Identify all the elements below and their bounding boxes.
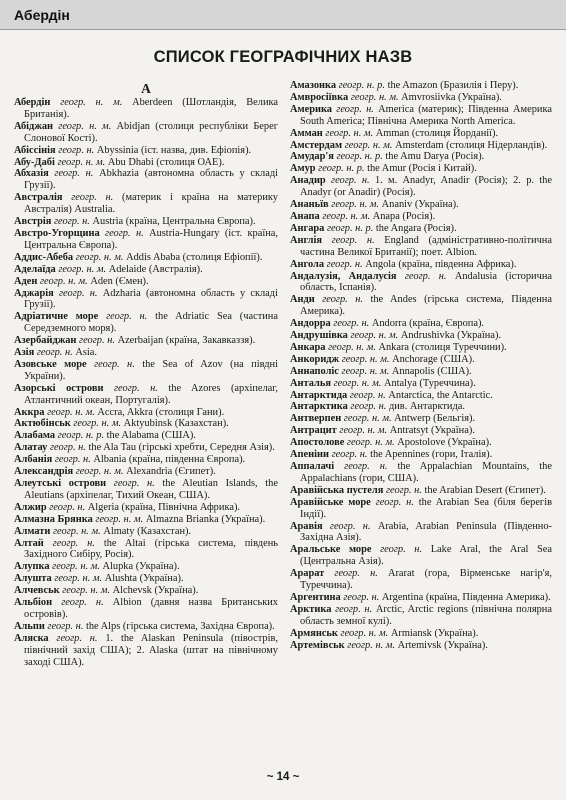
- entry-grammar: геогр. н.: [49, 501, 86, 513]
- entry-grammar: геогр. н. м.: [341, 365, 390, 377]
- dictionary-entry: [290, 175, 552, 199]
- entry-headword: Андорра: [290, 318, 331, 330]
- entry-headword: Антрацит: [290, 425, 337, 437]
- entry-headword: Антверпен: [290, 413, 342, 425]
- entry-definition: England (адміністративно-політична частина Великої Британії); поет. Albion.: [300, 234, 552, 258]
- entry-definition: Arctic, Arctic regions (північна полярна область земної кулі).: [300, 603, 552, 627]
- dictionary-entry: [14, 168, 278, 192]
- entry-headword: Анталья: [290, 377, 331, 389]
- dictionary-entry: [290, 390, 552, 402]
- dictionary-entry: [290, 271, 552, 295]
- entry-grammar: геогр. н.: [113, 478, 155, 489]
- entry-grammar: геогр. н.: [326, 258, 363, 270]
- entry-grammar: геогр. н. м.: [344, 139, 393, 151]
- entry-headword: Алабама: [14, 430, 56, 442]
- entry-headword: Амвросіївка: [290, 91, 349, 103]
- entry-definition: Asia.: [75, 347, 97, 359]
- entry-headword: Алчевськ: [14, 585, 60, 597]
- dictionary-entry: [14, 502, 278, 514]
- dictionary-entry: [290, 151, 552, 163]
- dictionary-entry: [14, 228, 278, 252]
- entry-grammar: геогр. н.: [94, 358, 135, 370]
- entry-grammar: геогр. н.: [380, 544, 423, 556]
- entry-definition: Andrushivka (Україна).: [400, 330, 502, 342]
- entry-definition: Adelaide (Австралія).: [108, 263, 203, 275]
- dictionary-entry: [290, 104, 552, 128]
- entry-headword: Аравійська пустеля: [290, 484, 384, 496]
- entry-grammar: геогр. н.: [336, 103, 374, 115]
- entry-headword: Альпи: [14, 620, 45, 632]
- entry-grammar: геогр. н.: [375, 496, 414, 508]
- entry-definition: Austria-Hungary (іст. країна, Центральна Європа).: [24, 227, 278, 251]
- entry-headword: Актюбінськ: [14, 418, 71, 430]
- entry-headword: Адріатичне море: [14, 311, 99, 323]
- entry-headword: Аравійське море: [290, 496, 371, 508]
- entry-headword: Англія: [290, 234, 323, 246]
- entry-headword: Аннаполіс: [290, 365, 339, 377]
- entry-headword: Анадир: [290, 175, 326, 187]
- entry-grammar: геогр. н.: [105, 227, 144, 239]
- entry-headword: Азовське море: [14, 358, 87, 370]
- dictionary-entry: [290, 318, 552, 330]
- dictionary-entry: [14, 454, 278, 466]
- entry-headword: Ангара: [290, 222, 325, 234]
- dictionary-entry: [14, 418, 278, 430]
- entry-headword: Аляска: [14, 632, 49, 644]
- entry-headword: Алупка: [14, 561, 50, 573]
- entry-grammar: геогр. н. м.: [54, 573, 103, 585]
- entry-definition: Andalusia (історична область, Іспанія).: [300, 270, 552, 294]
- entry-definition: the Arabian Desert (Єгипет).: [424, 484, 546, 496]
- entry-headword: Абхазія: [14, 168, 49, 180]
- entry-definition: the Angara (Росія).: [375, 222, 457, 234]
- dictionary-entry: [290, 592, 552, 604]
- entry-grammar: геогр. н.: [333, 318, 370, 330]
- dictionary-entry: [290, 354, 552, 366]
- entry-definition: Algeria (країна, Північна Африка).: [87, 501, 241, 513]
- dictionary-entry: [14, 621, 278, 633]
- entry-definition: Amsterdam (столиця Нідерландів).: [395, 139, 548, 151]
- entry-headword: Артемівськ: [290, 639, 345, 651]
- entry-grammar: геогр. н. р.: [327, 222, 374, 234]
- entry-headword: Апостолове: [290, 437, 345, 449]
- entry-definition: 1. м. Anadyr, Anadir (Росія); 2. р. the Anadyr (or Anadir) (Росія).: [300, 175, 552, 199]
- entry-grammar: геогр. н.: [54, 168, 94, 180]
- entry-headword: Андрушівка: [290, 330, 348, 342]
- entry-definition: Argentina (країна, Південна Америка).: [381, 591, 551, 603]
- entry-grammar: геогр. н. м.: [343, 413, 392, 425]
- entry-headword: Азербайджан: [14, 335, 77, 347]
- entry-grammar: геогр. н. м.: [75, 251, 124, 263]
- letter-heading: А: [141, 81, 151, 96]
- entry-definition: Alexandria (Єгипет).: [126, 466, 216, 478]
- dictionary-entry: [14, 597, 278, 621]
- entry-grammar: геогр. н.: [36, 347, 73, 359]
- entry-grammar: геогр. н. м.: [333, 377, 382, 389]
- dictionary-entry: [14, 573, 278, 585]
- dictionary-entry: [290, 461, 552, 485]
- entry-headword: Америка: [290, 103, 332, 115]
- entry-grammar: геогр. н. м.: [58, 120, 112, 132]
- dictionary-entry: [290, 80, 552, 92]
- entry-headword: Алмати: [14, 525, 51, 537]
- entry-definition: Almazna Brianka (Україна).: [145, 513, 266, 525]
- entry-definition: Andorra (країна, Європа).: [371, 318, 485, 330]
- entry-grammar: геогр. н. р.: [57, 430, 105, 442]
- dictionary-entry: [14, 466, 278, 478]
- entry-grammar: геогр. н. м.: [346, 437, 395, 449]
- entry-definition: Aktyubinsk (Казахстан).: [123, 418, 229, 430]
- entry-definition: Aberdeen (Шотландія, Велика Британія).: [24, 97, 278, 120]
- entry-definition: the Amur (Росія і Китай).: [367, 163, 477, 175]
- entry-grammar: геогр. н. м.: [62, 585, 110, 597]
- entry-definition: Alchevsk (Україна).: [112, 585, 199, 597]
- left-entry-list: [14, 97, 278, 669]
- dictionary-entry: [290, 604, 552, 628]
- entry-definition: Aden (Ємен).: [90, 275, 149, 287]
- entry-definition: the Aleutian Islands, the Aleutians (архіпелаг, Тихий Океан, США).: [24, 478, 278, 501]
- dictionary-entry: [290, 485, 552, 497]
- dictionary-entry: [290, 544, 552, 568]
- entry-grammar: геогр. н. м.: [39, 275, 88, 287]
- entry-headword: Австрія: [14, 216, 52, 228]
- entry-definition: America (материк); Південна Америка South America; Північна Америка North America.: [300, 103, 552, 127]
- entry-definition: Anapa (Росія).: [372, 210, 436, 222]
- dictionary-entry: [290, 425, 552, 437]
- entry-definition: Artemivsk (Україна).: [397, 639, 488, 651]
- entry-definition: the Altai (гірська система, південь Західного Сибіру, Росія).: [24, 537, 278, 561]
- entry-headword: Амур: [290, 163, 316, 175]
- entry-headword: Аджарія: [14, 287, 54, 299]
- entry-grammar: геогр. н.: [349, 389, 386, 401]
- entry-grammar: геогр. н.: [329, 520, 371, 532]
- entry-headword: Аккра: [14, 406, 45, 418]
- entry-grammar: геогр. н. м.: [341, 353, 390, 365]
- entry-definition: Azerbaijan (країна, Закавказзя).: [117, 335, 256, 347]
- entry-grammar: геогр. н. р.: [318, 163, 365, 175]
- entry-headword: Абу-Дабі: [14, 156, 55, 168]
- entry-definition: the Alps (гірська система, Західна Європа).: [85, 620, 275, 632]
- entry-definition: Alupka (Україна).: [102, 561, 180, 573]
- entry-definition: Albania (країна, південна Європа).: [93, 454, 246, 466]
- dictionary-entry: [290, 163, 552, 175]
- entry-grammar: геогр. н. м.: [73, 418, 122, 430]
- entry-headword: Амудар'я: [290, 151, 334, 163]
- entry-headword: Алмазна Брянка: [14, 513, 93, 525]
- entry-definition: Abidjan (столиця республіки Берег Слонової Кості).: [24, 120, 278, 144]
- dictionary-entry: [290, 140, 552, 152]
- page-number: ~ 14 ~: [266, 771, 300, 783]
- entry-headword: Анкоридж: [290, 353, 340, 365]
- entry-grammar: геогр. н.: [53, 216, 90, 228]
- entry-grammar: геогр. н. м.: [58, 263, 107, 275]
- dictionary-entry: [290, 259, 552, 271]
- entry-definition: Abu Dhabi (столиця ОАЕ).: [107, 156, 225, 168]
- dictionary-entry: [14, 216, 278, 228]
- entry-definition: the Appalachian Mountains, the Appalachians (гори, США).: [300, 461, 552, 484]
- entry-definition: Abkhazia (автономна область у складі Грузії).: [24, 168, 278, 192]
- dictionary-entry: [14, 121, 278, 145]
- dictionary-entry: [14, 145, 278, 157]
- entry-grammar: геогр. н. м.: [52, 525, 101, 537]
- dictionary-entry: [290, 342, 552, 354]
- dictionary-entry: [14, 585, 278, 597]
- entry-grammar: геогр. н. м.: [350, 330, 399, 342]
- dictionary-entry: [290, 223, 552, 235]
- entry-definition: the Sea of Azov (на півдні України).: [24, 358, 278, 382]
- entry-grammar: геогр. н.: [61, 597, 104, 609]
- entry-grammar: геогр. н. м.: [339, 425, 388, 437]
- entry-definition: the Adriatic Sea (частина Середземного моря).: [24, 311, 278, 335]
- dictionary-entry: [14, 157, 278, 169]
- entry-grammar: геогр. н.: [331, 449, 368, 461]
- entry-grammar: геогр. н.: [58, 287, 98, 299]
- entry-headword: Азія: [14, 347, 35, 359]
- entry-grammar: геогр. н.: [54, 454, 91, 466]
- dictionary-entry: [14, 252, 278, 264]
- entry-definition: Apostolove (Україна).: [397, 437, 492, 449]
- entry-definition: Antarctica, the Antarctic.: [388, 389, 493, 401]
- right-column: [290, 80, 552, 760]
- entry-headword: Альбіон: [14, 597, 53, 609]
- dictionary-entry: [290, 378, 552, 390]
- dictionary-entry: [14, 442, 278, 454]
- dictionary-entry: [14, 311, 278, 335]
- entry-headword: Алеутські острови: [14, 478, 107, 489]
- dictionary-entry: [14, 430, 278, 442]
- entry-grammar: геогр. н.: [343, 591, 380, 603]
- dictionary-entry: [290, 366, 552, 378]
- entry-definition: Antratsyt (Україна).: [389, 425, 475, 437]
- entry-headword: Аппалачі: [290, 461, 335, 472]
- entry-headword: Аддис-Абеба: [14, 251, 74, 263]
- entry-grammar: геогр. н.: [71, 192, 114, 204]
- dictionary-entry: [290, 211, 552, 223]
- entry-definition: див. Антарктида.: [388, 401, 465, 413]
- entry-grammar: геогр. н. м.: [347, 639, 396, 651]
- entry-definition: (материк і країна на материку Австралія) Australia.: [24, 192, 278, 216]
- entry-definition: Annapolis (США).: [391, 365, 472, 377]
- dictionary-entry: [14, 97, 278, 121]
- dictionary-entry: [290, 568, 552, 592]
- entry-headword: Ангола: [290, 258, 325, 270]
- entry-headword: Андалузія, Андалусія: [290, 270, 397, 282]
- entry-grammar: геогр. н.: [47, 620, 84, 632]
- entry-grammar: геогр. н. м.: [350, 91, 399, 103]
- entry-headword: Анкара: [290, 341, 326, 353]
- entry-definition: Accra, Akkra (столиця Гани).: [97, 406, 225, 418]
- entry-definition: Lake Aral, the Aral Sea (Центральна Азія).: [300, 544, 552, 568]
- entry-headword: Амазонка: [290, 80, 337, 91]
- entry-headword: Абіссінія: [14, 144, 56, 156]
- entry-grammar: геогр. н.: [113, 382, 158, 394]
- dictionary-entry: [290, 628, 552, 640]
- dictionary-entry: [290, 401, 552, 413]
- entry-grammar: геогр. н.: [52, 537, 95, 549]
- entry-definition: Adzharia (автономна область у складі Грузії).: [24, 287, 278, 311]
- entry-definition: 1. the Alaskan Peninsula (півострів, північний захід США); 2. Alaska (штат на північному заході США).: [24, 632, 278, 668]
- dictionary-entry: [14, 288, 278, 312]
- dictionary-entry: [14, 407, 278, 419]
- entry-definition: the Andes (гірська система, Південна Америка).: [300, 294, 552, 318]
- dictionary-entry: [14, 514, 278, 526]
- entry-grammar: геогр. н.: [58, 144, 95, 156]
- entry-headword: Арктика: [290, 603, 332, 615]
- right-entry-list: [290, 80, 552, 652]
- entry-grammar: геогр. н. м.: [52, 561, 100, 573]
- dictionary-entry: [14, 478, 278, 502]
- entry-headword: Аральське море: [290, 544, 372, 556]
- entry-headword: Анапа: [290, 210, 320, 222]
- entry-grammar: геогр. н.: [49, 442, 86, 454]
- entry-headword: Антарктика: [290, 401, 348, 413]
- entry-definition: Ananiv (Україна).: [381, 199, 459, 211]
- entry-headword: Апеніни: [290, 449, 329, 461]
- entry-definition: Albion (давня назва Британських островів).: [24, 597, 278, 620]
- entry-grammar: геогр. н. м.: [322, 210, 371, 222]
- entry-headword: Армянськ: [290, 627, 338, 639]
- entry-headword: Анди: [290, 294, 315, 306]
- dictionary-entry: [14, 526, 278, 538]
- entry-grammar: геогр. н. м.: [325, 127, 374, 139]
- entry-definition: the Alabama (США).: [106, 430, 196, 442]
- entry-grammar: геогр. н. р.: [336, 151, 383, 163]
- entry-grammar: геогр. н.: [322, 294, 363, 306]
- dictionary-entry: [14, 335, 278, 347]
- dictionary-entry: [290, 92, 552, 104]
- entry-headword: Арарат: [290, 568, 325, 580]
- entry-grammar: геогр. н.: [334, 568, 378, 580]
- entry-headword: Аделаїда: [14, 263, 56, 275]
- entry-definition: Antalya (Туреччина).: [383, 377, 476, 389]
- dictionary-entry: [290, 235, 552, 259]
- dictionary-entry: [290, 521, 552, 545]
- entry-grammar: геогр. н.: [385, 484, 422, 496]
- entry-definition: Ararat (гора, Вірменське нагір'я, Туреччина).: [300, 568, 552, 592]
- entry-definition: Amvrosiivka (Україна).: [401, 91, 502, 103]
- entry-definition: Armiansk (Україна).: [390, 627, 479, 639]
- entry-headword: Австралія: [14, 192, 63, 204]
- entry-headword: Албанія: [14, 454, 53, 466]
- entry-definition: Austria (країна, Центральна Європа).: [92, 216, 256, 228]
- entry-definition: Angola (країна, південна Африка).: [365, 258, 517, 270]
- entry-grammar: геогр. н. м.: [328, 341, 376, 353]
- entry-headword: Абіджан: [14, 120, 54, 132]
- entry-grammar: геогр. н. м.: [57, 156, 106, 168]
- entry-definition: the Amazon (Бразилія і Перу).: [387, 80, 519, 91]
- entry-definition: Abyssinia (іст. назва, див. Ефіопія).: [96, 144, 252, 156]
- entry-definition: the Ala Tau (гірські хребти, Середня Азія).: [88, 442, 275, 454]
- entry-grammar: геогр. н. м.: [340, 627, 389, 639]
- entry-definition: the Arabian Sea (біля берегів Індії).: [300, 496, 552, 520]
- entry-grammar: геогр. н.: [331, 234, 375, 246]
- entry-headword: Амстердам: [290, 139, 343, 151]
- entry-grammar: геогр. н. р.: [338, 80, 385, 91]
- entry-headword: Александрія: [14, 466, 74, 478]
- entry-headword: Аравія: [290, 520, 323, 532]
- dictionary-entry: [14, 383, 278, 407]
- entry-grammar: геогр. н. м.: [47, 406, 95, 418]
- entry-grammar: геогр. н.: [404, 270, 447, 282]
- dictionary-entry: [290, 497, 552, 521]
- dictionary-entry: [290, 199, 552, 211]
- dictionary-entry: [290, 640, 552, 652]
- entry-definition: the Apennines (гори, Італія).: [370, 449, 493, 461]
- entry-headword: Амман: [290, 127, 323, 139]
- dictionary-entry: [14, 347, 278, 359]
- page-title: СПИСОК ГЕОГРАФІЧНИХ НАЗВ: [153, 48, 413, 66]
- entry-headword: Ананьїв: [290, 199, 329, 211]
- entry-grammar: геогр. н. м.: [331, 199, 380, 211]
- left-column: [14, 80, 278, 760]
- entry-grammar: геогр. н.: [331, 175, 370, 187]
- dictionary-entry: [290, 437, 552, 449]
- entry-headword: Абердін: [14, 97, 51, 108]
- entry-grammar: геогр. н. м.: [60, 97, 123, 108]
- entry-headword: Австро-Угорщина: [14, 227, 100, 239]
- dictionary-entry: [290, 128, 552, 140]
- dictionary-entry: [14, 276, 278, 288]
- entry-definition: Amman (столиця Йорданії).: [375, 127, 499, 139]
- entry-headword: Антарктида: [290, 389, 348, 401]
- entry-definition: Addis Ababa (столиця Ефіопії).: [126, 251, 263, 263]
- entry-headword: Алатау: [14, 442, 48, 454]
- entry-definition: Anchorage (США).: [392, 353, 475, 365]
- entry-grammar: геогр. н.: [350, 401, 387, 413]
- entry-definition: Arabia, Arabian Peninsula (Південно-Західна Азія).: [300, 520, 552, 544]
- entry-headword: Алтай: [14, 537, 44, 549]
- entry-definition: the Amu Darya (Росія).: [385, 151, 485, 163]
- entry-headword: Алжир: [14, 501, 47, 513]
- dictionary-entry: [14, 561, 278, 573]
- entry-definition: Antwerp (Бельгія).: [394, 413, 476, 425]
- entry-headword: Азорські острови: [14, 382, 104, 394]
- entry-grammar: геогр. н.: [344, 461, 388, 472]
- dictionary-entry: [290, 449, 552, 461]
- entry-grammar: геогр. н. м.: [95, 513, 144, 525]
- running-header: [0, 0, 566, 30]
- dictionary-entry: [290, 294, 552, 318]
- dictionary-entry: [14, 359, 278, 383]
- dictionary-entry: [290, 330, 552, 342]
- entry-headword: Аргентина: [290, 591, 341, 603]
- entry-grammar: геогр. н. м.: [75, 466, 124, 478]
- entry-headword: Алушта: [14, 573, 52, 585]
- entry-grammar: геогр. н.: [106, 311, 148, 323]
- entry-headword: Аден: [14, 275, 38, 287]
- dictionary-entry: [290, 413, 552, 425]
- entry-definition: the Azores (архіпелаг, Атлантичний океан, Португалія).: [24, 382, 278, 406]
- entry-grammar: геогр. н.: [56, 632, 98, 644]
- entry-definition: Almaty (Казахстан).: [103, 525, 192, 537]
- dictionary-entry: [14, 264, 278, 276]
- dictionary-entry: [14, 633, 278, 669]
- entry-grammar: геогр. н.: [79, 335, 115, 347]
- entry-definition: Alushta (Україна).: [104, 573, 184, 585]
- entry-grammar: геогр. н.: [335, 603, 373, 615]
- entry-definition: Ankara (столиця Туреччини).: [378, 341, 507, 353]
- header-word: Абердін: [14, 7, 70, 23]
- dictionary-entry: [14, 538, 278, 562]
- dictionary-entry: [14, 192, 278, 216]
